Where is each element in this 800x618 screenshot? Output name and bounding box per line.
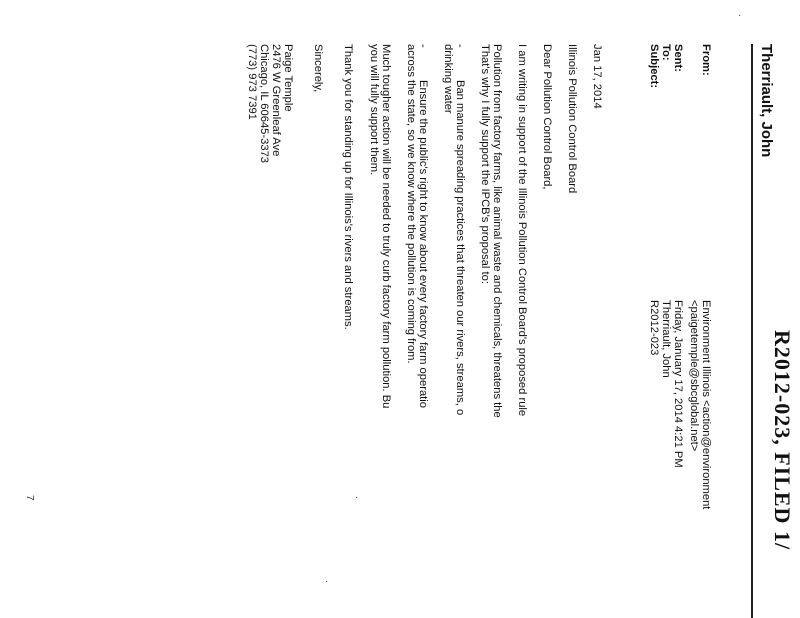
paragraph-3-line-1: Much tougher action will be needed to truly curb factory farm pollution. Bu bbox=[380, 44, 392, 409]
subject-value: R2012-023 bbox=[648, 300, 660, 356]
sent-label: Sent: bbox=[672, 44, 684, 72]
email-owner-name: Therriault, John bbox=[758, 44, 775, 158]
from-label: From: bbox=[700, 44, 712, 76]
from-value-line-2: <paigetemple@sbcglobal.net> bbox=[688, 300, 700, 452]
filed-stamp: R2012-023, FILED 1/ bbox=[770, 330, 795, 551]
page-mark: 7 bbox=[24, 495, 35, 501]
bullet-1-marker: - bbox=[454, 44, 466, 48]
bullet-2-marker: - bbox=[417, 44, 429, 48]
paragraph-1-line-1: I am writing in support of the Illinois Pollution Control Board's proposed rule bbox=[516, 44, 528, 417]
scan-speck-2: · bbox=[325, 576, 329, 587]
bullet-2-line-1: Ensure the public's right to know about every factory farm operatio bbox=[417, 80, 429, 408]
paragraph-2-line-1: Pollution from factory farms, like animal waste and chemicals, threatens the bbox=[491, 44, 503, 418]
to-label: To: bbox=[660, 44, 672, 61]
signature-phone: (773) 973 7391 bbox=[246, 44, 258, 120]
signature-address: 2476 W Greenleaf Ave bbox=[270, 44, 282, 157]
to-value: Therriault, John bbox=[660, 300, 672, 378]
subject-label: Subject: bbox=[648, 44, 660, 89]
from-value-line-1: Environment Illinois <action@environment bbox=[700, 300, 712, 510]
paragraph-3-line-2: you will fully support them. bbox=[368, 44, 380, 176]
paragraph-4: Thank you for standing up for Illinois's rivers and streams. bbox=[342, 44, 354, 330]
bullet-2-line-2: across the state, so we know where the pollution is coming from. bbox=[405, 44, 417, 364]
paragraph-2-line-2: That's why I fully support the IPCB's proposal to: bbox=[479, 44, 491, 284]
sent-value: Friday, January 17, 2014 4:21 PM bbox=[672, 300, 684, 468]
scan-speck-3: · bbox=[355, 492, 359, 503]
signature-city: Chicago, IL 60645-3373 bbox=[258, 44, 270, 164]
bullet-1-line-2: drinking water bbox=[442, 44, 454, 114]
signature-name: Paige Temple bbox=[282, 44, 294, 112]
header-rule bbox=[751, 44, 753, 618]
letter-date: Jan 17, 2014 bbox=[591, 44, 603, 109]
letter-closing: Sincerely, bbox=[312, 44, 324, 93]
scan-speck-1: · bbox=[738, 10, 742, 21]
bullet-1-line-1: Ban manure spreading practices that threaten our rivers, streams, o bbox=[454, 80, 466, 416]
letter-recipient: Illinois Pollution Control Board bbox=[566, 44, 578, 194]
letter-salutation: Dear Pollution Control Board, bbox=[541, 44, 553, 190]
